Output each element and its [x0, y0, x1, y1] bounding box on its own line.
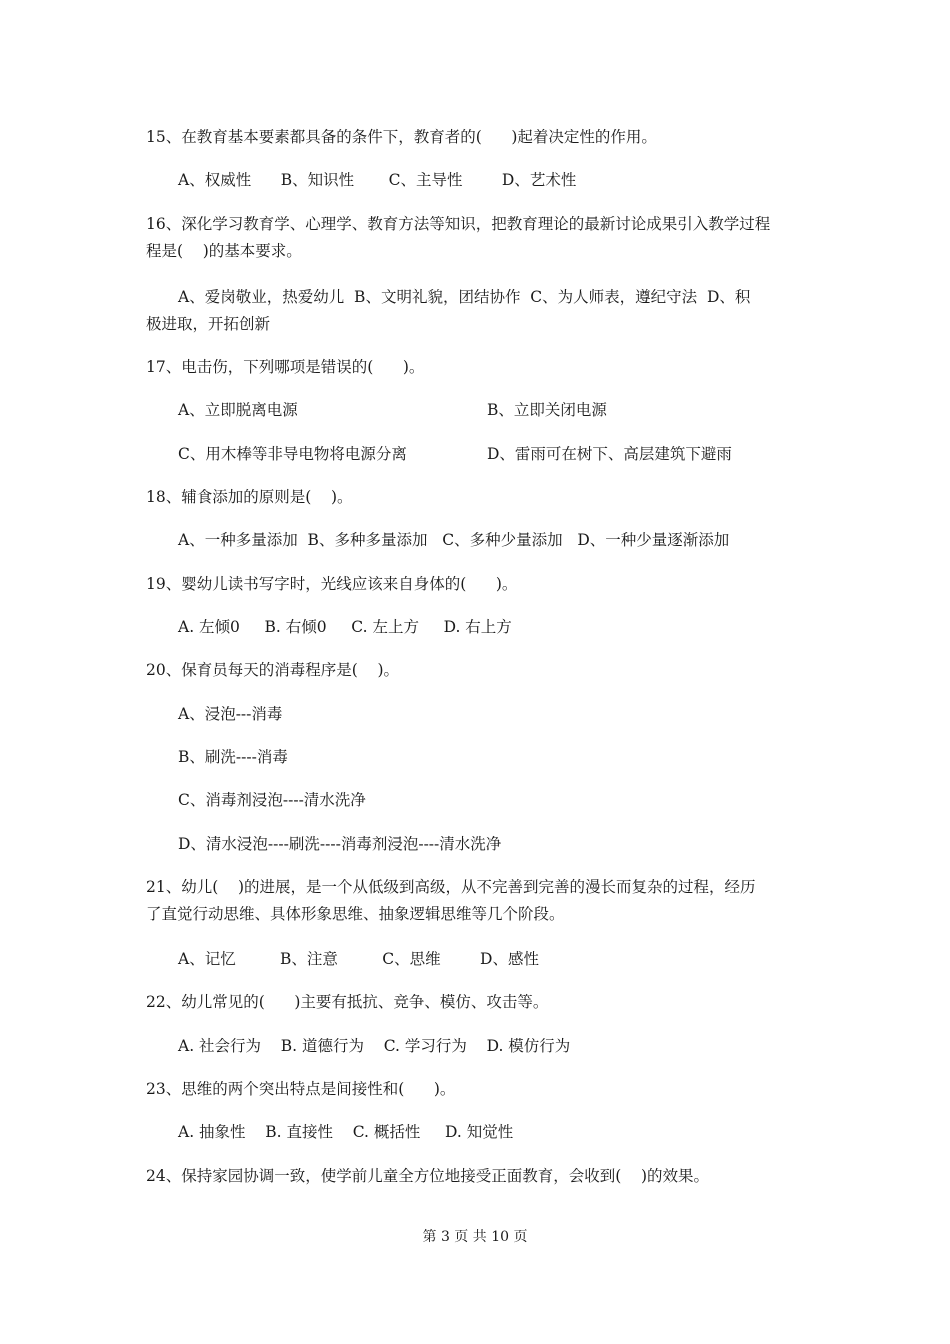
question-19-stem: 19、婴幼儿读书写字时，光线应该来自身体的( )。 — [146, 575, 518, 593]
question-18-stem: 18、辅食添加的原则是( )。 — [146, 488, 353, 506]
question-23-options: A. 抽象性 B. 直接性 C. 概括性 D. 知觉性 — [178, 1123, 514, 1141]
question-21-stem-line2: 了直觉行动思维、具体形象思维、抽象逻辑思维等几个阶段。 — [146, 905, 565, 923]
question-22-stem: 22、幼儿常见的( )主要有抵抗、竞争、模仿、攻击等。 — [146, 993, 549, 1011]
question-21-options: A、记忆 B、注意 C、思维 D、感性 — [178, 950, 539, 968]
question-16-options-line2: 极进取，开拓创新 — [146, 315, 271, 333]
question-16-options-line1: A、爱岗敬业，热爱幼儿 B、文明礼貌，团结协作 C、为人师表，遵纪守法 D、积 — [178, 288, 751, 306]
question-21-stem-line1: 21、幼儿( )的进展，是一个从低级到高级，从不完善到完善的漫长而复杂的过程，经历 — [146, 878, 756, 896]
page-number: 第 3 页 共 10 页 — [422, 1229, 528, 1245]
question-20-stem: 20、保育员每天的消毒程序是( )。 — [146, 661, 400, 679]
question-19-options: A. 左倾0 B. 右倾0 C. 左上方 D. 右上方 — [178, 618, 512, 636]
question-15-options: A、权威性 B、知识性 C、主导性 D、艺术性 — [178, 171, 577, 189]
question-20-option-a: A、浸泡---消毒 — [178, 705, 283, 723]
question-15-stem: 15、在教育基本要素都具备的条件下，教育者的( )起着决定性的作用。 — [146, 128, 657, 146]
question-22-options: A. 社会行为 B. 道德行为 C. 学习行为 D. 模仿行为 — [178, 1037, 571, 1055]
question-17-option-b: B、立即关闭电源 — [487, 401, 607, 419]
question-20-option-b: B、刷洗----消毒 — [178, 748, 288, 766]
question-20-option-d: D、清水浸泡----刷洗----消毒剂浸泡----清水洗净 — [178, 835, 502, 853]
question-24-stem: 24、保持家园协调一致，使学前儿童全方位地接受正面教育，会收到( )的效果。 — [146, 1167, 710, 1185]
question-17-stem: 17、电击伤，下列哪项是错误的( )。 — [146, 358, 425, 376]
question-17-option-c: C、用木棒等非导电物将电源分离 — [178, 445, 407, 463]
question-23-stem: 23、思维的两个突出特点是间接性和( )。 — [146, 1080, 456, 1098]
question-16-stem-line2: 程是( )的基本要求。 — [146, 242, 302, 260]
question-17-option-a: A、立即脱离电源 — [178, 401, 298, 419]
question-20-option-c: C、消毒剂浸泡----清水洗净 — [178, 791, 366, 809]
question-16-stem-line1: 16、深化学习教育学、心理学、教育方法等知识，把教育理论的最新讨论成果引入教学过程 — [146, 215, 771, 233]
question-17-option-d: D、雷雨可在树下、高层建筑下避雨 — [487, 445, 732, 463]
question-18-options: A、一种多量添加 B、多种多量添加 C、多种少量添加 D、一种少量逐渐添加 — [178, 531, 730, 549]
